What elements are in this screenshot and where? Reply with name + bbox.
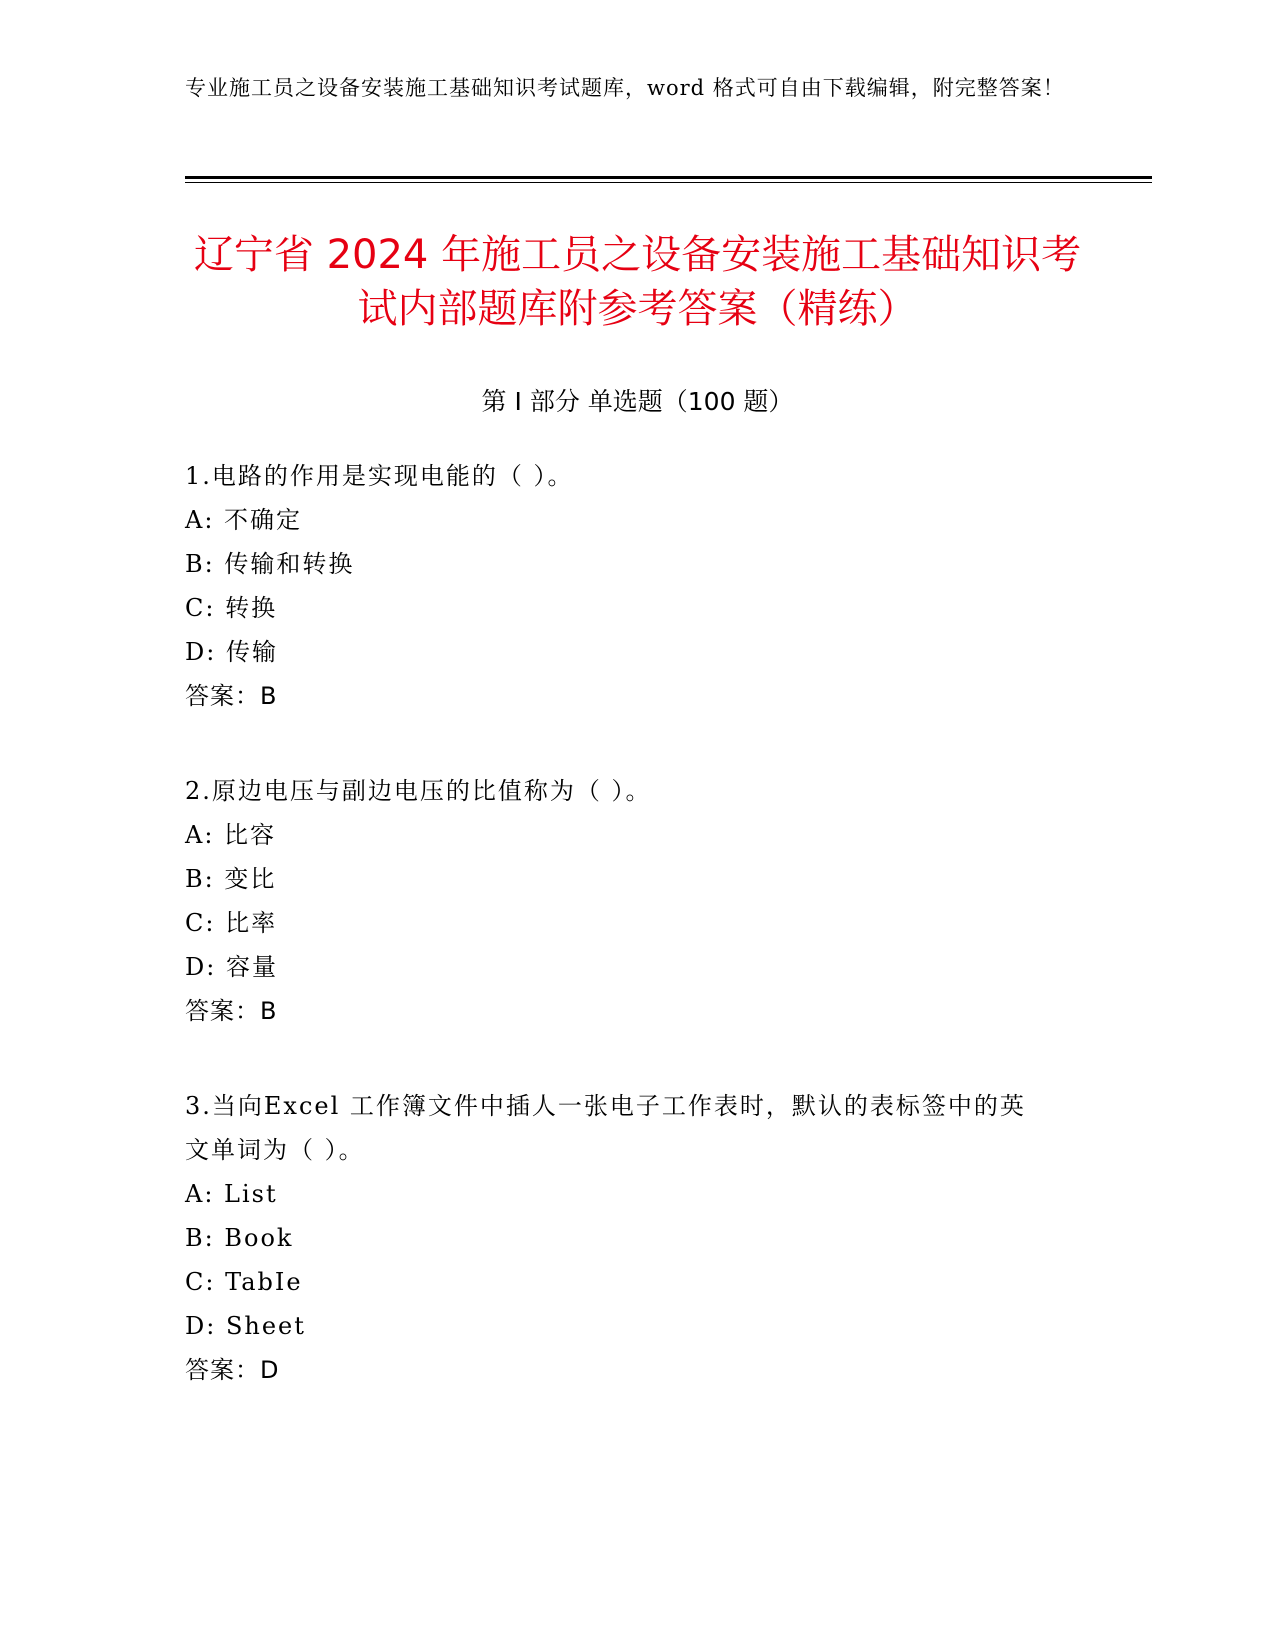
question-stem: 2.原边电压与副边电压的比值称为（ ）。 bbox=[185, 777, 652, 805]
option-b: B: 变比 bbox=[185, 865, 277, 893]
header-note: 专业施工员之设备安装施工基础知识考试题库，word 格式可自由下载编辑，附完整答案！ bbox=[185, 76, 1065, 100]
answer-line: 答案：D bbox=[185, 1356, 280, 1384]
question-stem: 1.电路的作用是实现电能的（ ）。 bbox=[185, 462, 574, 490]
option-a: A: 不确定 bbox=[185, 506, 303, 534]
option-d: D: Sheet bbox=[185, 1312, 306, 1340]
question-block-2 bbox=[185, 769, 1065, 1033]
question-stem: 3.当向Excel 工作簿文件中插人一张电子工作表时，默认的表标签中的英文单词为（ ）。 bbox=[185, 1092, 1026, 1164]
option-b: B: 传输和转换 bbox=[185, 550, 355, 578]
header-divider-thin bbox=[185, 182, 1152, 183]
option-c: C: TabIe bbox=[185, 1268, 303, 1296]
section-heading: 第 I 部分 单选题（100 题） bbox=[481, 387, 794, 416]
option-b: B: Book bbox=[185, 1224, 294, 1252]
header-divider-thick bbox=[185, 176, 1152, 179]
option-c: C: 比率 bbox=[185, 909, 278, 937]
question-block-1 bbox=[185, 454, 1065, 718]
option-d: D: 传输 bbox=[185, 638, 278, 666]
option-d: D: 容量 bbox=[185, 953, 278, 981]
option-a: A: List bbox=[185, 1180, 278, 1208]
question-block-3 bbox=[185, 1084, 1045, 1392]
option-c: C: 转换 bbox=[185, 594, 278, 622]
answer-line: 答案：B bbox=[185, 997, 278, 1025]
document-title: 辽宁省 2024 年施工员之设备安装施工基础知识考试内部题库附参考答案（精练） bbox=[193, 232, 1082, 332]
answer-line: 答案：B bbox=[185, 682, 278, 710]
option-a: A: 比容 bbox=[185, 821, 277, 849]
